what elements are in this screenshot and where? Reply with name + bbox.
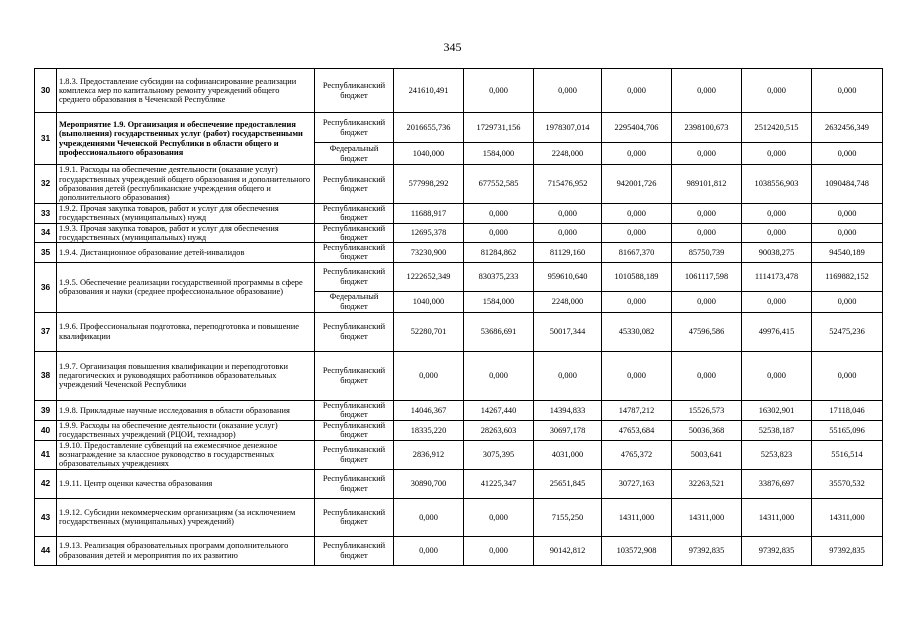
amount-cell: 73230,900 [394, 243, 464, 263]
row-number: 37 [35, 312, 57, 351]
amount-cell: 0,000 [534, 69, 602, 113]
amount-cell: 5253,823 [742, 440, 812, 469]
activity-description: 1.9.2. Прочая закупка товаров, работ и услуг для обеспечения государственных (муниципальных) нужд [57, 204, 315, 224]
table-row [35, 440, 883, 469]
amount-cell: 0,000 [672, 223, 742, 243]
amount-cell: 33876,697 [742, 469, 812, 498]
amount-cell: 1978307,014 [534, 113, 602, 143]
budget-table [34, 68, 883, 566]
amount-cell: 85750,739 [672, 243, 742, 263]
amount-cell: 14311,000 [602, 498, 672, 536]
amount-cell: 0,000 [464, 223, 534, 243]
amount-cell: 1010588,189 [602, 262, 672, 291]
activity-description: 1.9.1. Расходы на обеспечение деятельности (оказание услуг) государственных учреждений общего образования и дополнительного образования детей (республиканские учреждения общего и дополнительного образования) [57, 165, 315, 204]
amount-cell: 2295404,706 [602, 113, 672, 143]
amount-cell: 0,000 [812, 223, 883, 243]
amount-cell: 0,000 [742, 223, 812, 243]
amount-cell: 103572,908 [602, 536, 672, 565]
row-number: 42 [35, 469, 57, 498]
table-row [35, 400, 883, 420]
activity-description: 1.9.11. Центр оценки качества образования [57, 469, 315, 498]
funding-source: Республиканский бюджет [315, 113, 394, 143]
amount-cell: 0,000 [742, 143, 812, 165]
amount-cell: 0,000 [602, 223, 672, 243]
amount-cell: 52538,187 [742, 420, 812, 440]
amount-cell: 28263,603 [464, 420, 534, 440]
funding-source: Республиканский бюджет [315, 312, 394, 351]
amount-cell: 14267,440 [464, 400, 534, 420]
row-number: 36 [35, 262, 57, 312]
amount-cell: 0,000 [602, 204, 672, 224]
amount-cell: 2248,000 [534, 143, 602, 165]
activity-description: 1.9.5. Обеспечение реализации государственной программы в сфере образования и науки (среднее профессиональное образование) [57, 262, 315, 312]
row-number: 32 [35, 165, 57, 204]
activity-description: 1.9.7. Организация повышения квалификации и переподготовки педагогических и руководящих работников образовательных учреждений Чеченской Республики [57, 351, 315, 400]
funding-source: Республиканский бюджет [315, 420, 394, 440]
amount-cell: 17118,046 [812, 400, 883, 420]
activity-description: Мероприятие 1.9. Организация и обеспечение предоставления (выполнения) государственных услуг (работ) государственными учреждениями Чеченской Республики в области общего и профессионального образования [57, 113, 315, 165]
amount-cell: 0,000 [394, 498, 464, 536]
amount-cell: 1038556,903 [742, 165, 812, 204]
amount-cell: 30890,700 [394, 469, 464, 498]
amount-cell: 0,000 [672, 204, 742, 224]
amount-cell: 97392,835 [672, 536, 742, 565]
amount-cell: 715476,952 [534, 165, 602, 204]
amount-cell: 0,000 [394, 351, 464, 400]
amount-cell: 0,000 [464, 204, 534, 224]
funding-source: Республиканский бюджет [315, 440, 394, 469]
amount-cell: 1584,000 [464, 143, 534, 165]
activity-description: 1.9.9. Расходы на обеспечение деятельности (оказание услуг) государственных учреждений (РЦОИ, технадзор) [57, 420, 315, 440]
amount-cell: 45330,082 [602, 312, 672, 351]
funding-source: Республиканский бюджет [315, 243, 394, 263]
amount-cell: 0,000 [672, 351, 742, 400]
activity-description: 1.8.3. Предоставление субсидии на софинансирование реализации комплекса мер по капитальному ремонту учреждений общего среднего образования в Чеченской Республике [57, 69, 315, 113]
funding-source: Федеральный бюджет [315, 143, 394, 165]
amount-cell: 97392,835 [742, 536, 812, 565]
table-row [35, 351, 883, 400]
row-number: 40 [35, 420, 57, 440]
funding-source: Республиканский бюджет [315, 262, 394, 291]
amount-cell: 94540,189 [812, 243, 883, 263]
amount-cell: 47653,684 [602, 420, 672, 440]
amount-cell: 14311,000 [672, 498, 742, 536]
amount-cell: 52280,701 [394, 312, 464, 351]
amount-cell: 14394,833 [534, 400, 602, 420]
activity-description: 1.9.4. Дистанционное образование детей-инвалидов [57, 243, 315, 263]
amount-cell: 677552,585 [464, 165, 534, 204]
amount-cell: 0,000 [464, 536, 534, 565]
amount-cell: 0,000 [534, 351, 602, 400]
row-number: 31 [35, 113, 57, 165]
amount-cell: 0,000 [812, 351, 883, 400]
amount-cell: 0,000 [742, 204, 812, 224]
amount-cell: 16302,901 [742, 400, 812, 420]
row-number: 44 [35, 536, 57, 565]
amount-cell: 2016655,736 [394, 113, 464, 143]
table-row [35, 243, 883, 263]
amount-cell: 1090484,748 [812, 165, 883, 204]
amount-cell: 81667,370 [602, 243, 672, 263]
amount-cell: 0,000 [464, 351, 534, 400]
amount-cell: 942001,726 [602, 165, 672, 204]
amount-cell: 0,000 [742, 69, 812, 113]
table-row [35, 223, 883, 243]
amount-cell: 11688,917 [394, 204, 464, 224]
activity-description: 1.9.8. Прикладные научные исследования в области образования [57, 400, 315, 420]
amount-cell: 97392,835 [812, 536, 883, 565]
amount-cell: 30697,178 [534, 420, 602, 440]
amount-cell: 14046,367 [394, 400, 464, 420]
amount-cell: 2398100,673 [672, 113, 742, 143]
table-row [35, 312, 883, 351]
amount-cell: 0,000 [464, 498, 534, 536]
table-row [35, 536, 883, 565]
amount-cell: 49976,415 [742, 312, 812, 351]
amount-cell: 0,000 [464, 69, 534, 113]
amount-cell: 30727,163 [602, 469, 672, 498]
activity-description: 1.9.10. Предоставление субвенций на ежемесячное денежное вознаграждение за классное руководство в государственных образовательных учреждениях [57, 440, 315, 469]
amount-cell: 0,000 [534, 223, 602, 243]
amount-cell: 0,000 [742, 291, 812, 312]
funding-source: Республиканский бюджет [315, 469, 394, 498]
row-number: 38 [35, 351, 57, 400]
amount-cell: 0,000 [602, 143, 672, 165]
amount-cell: 52475,236 [812, 312, 883, 351]
amount-cell: 81284,862 [464, 243, 534, 263]
table-row [35, 165, 883, 204]
amount-cell: 5003,641 [672, 440, 742, 469]
amount-cell: 2836,912 [394, 440, 464, 469]
amount-cell: 0,000 [534, 204, 602, 224]
amount-cell: 0,000 [812, 69, 883, 113]
amount-cell: 1169882,152 [812, 262, 883, 291]
table-row [35, 262, 883, 291]
amount-cell: 0,000 [602, 291, 672, 312]
amount-cell: 241610,491 [394, 69, 464, 113]
amount-cell: 830375,233 [464, 262, 534, 291]
amount-cell: 12695,378 [394, 223, 464, 243]
amount-cell: 7155,250 [534, 498, 602, 536]
amount-cell: 50036,368 [672, 420, 742, 440]
amount-cell: 1040,000 [394, 291, 464, 312]
amount-cell: 25651,845 [534, 469, 602, 498]
funding-source: Республиканский бюджет [315, 351, 394, 400]
row-number: 30 [35, 69, 57, 113]
activity-description: 1.9.12. Субсидии некоммерческим организациям (за исключением государственных (муниципальных) учреждений) [57, 498, 315, 536]
amount-cell: 959610,640 [534, 262, 602, 291]
activity-description: 1.9.13. Реализация образовательных программ дополнительного образования детей и мероприятия по их развитию [57, 536, 315, 565]
amount-cell: 0,000 [672, 69, 742, 113]
amount-cell: 90142,812 [534, 536, 602, 565]
funding-source: Республиканский бюджет [315, 400, 394, 420]
amount-cell: 989101,812 [672, 165, 742, 204]
amount-cell: 32263,521 [672, 469, 742, 498]
amount-cell: 35570,532 [812, 469, 883, 498]
table-body [35, 69, 883, 566]
amount-cell: 50017,344 [534, 312, 602, 351]
amount-cell: 2632456,349 [812, 113, 883, 143]
amount-cell: 2248,000 [534, 291, 602, 312]
activity-description: 1.9.3. Прочая закупка товаров, работ и услуг для обеспечения государственных (муниципальных) нужд [57, 223, 315, 243]
amount-cell: 47596,586 [672, 312, 742, 351]
row-number: 33 [35, 204, 57, 224]
amount-cell: 0,000 [602, 351, 672, 400]
funding-source: Республиканский бюджет [315, 223, 394, 243]
funding-source: Республиканский бюджет [315, 69, 394, 113]
amount-cell: 0,000 [812, 204, 883, 224]
funding-source: Республиканский бюджет [315, 204, 394, 224]
row-number: 43 [35, 498, 57, 536]
amount-cell: 0,000 [672, 291, 742, 312]
row-number: 39 [35, 400, 57, 420]
activity-description: 1.9.6. Профессиональная подготовка, переподготовка и повышение квалификации [57, 312, 315, 351]
amount-cell: 0,000 [394, 536, 464, 565]
amount-cell: 14311,000 [812, 498, 883, 536]
amount-cell: 0,000 [672, 143, 742, 165]
funding-source: Республиканский бюджет [315, 165, 394, 204]
amount-cell: 90038,275 [742, 243, 812, 263]
funding-source: Республиканский бюджет [315, 536, 394, 565]
amount-cell: 1114173,478 [742, 262, 812, 291]
row-number: 41 [35, 440, 57, 469]
table-row [35, 420, 883, 440]
amount-cell: 5516,514 [812, 440, 883, 469]
funding-source: Федеральный бюджет [315, 291, 394, 312]
amount-cell: 41225,347 [464, 469, 534, 498]
table-row [35, 113, 883, 143]
row-number: 35 [35, 243, 57, 263]
amount-cell: 55165,096 [812, 420, 883, 440]
amount-cell: 0,000 [742, 351, 812, 400]
amount-cell: 1061117,598 [672, 262, 742, 291]
amount-cell: 14311,000 [742, 498, 812, 536]
funding-source: Республиканский бюджет [315, 498, 394, 536]
table-row [35, 498, 883, 536]
amount-cell: 4765,372 [602, 440, 672, 469]
amount-cell: 1584,000 [464, 291, 534, 312]
amount-cell: 53686,691 [464, 312, 534, 351]
amount-cell: 0,000 [602, 69, 672, 113]
amount-cell: 0,000 [812, 143, 883, 165]
page-number: 345 [443, 40, 462, 54]
amount-cell: 577998,292 [394, 165, 464, 204]
amount-cell: 15526,573 [672, 400, 742, 420]
table-row [35, 204, 883, 224]
amount-cell: 18335,220 [394, 420, 464, 440]
amount-cell: 2512420,515 [742, 113, 812, 143]
row-number: 34 [35, 223, 57, 243]
amount-cell: 1040,000 [394, 143, 464, 165]
amount-cell: 1729731,156 [464, 113, 534, 143]
amount-cell: 3075,395 [464, 440, 534, 469]
amount-cell: 0,000 [812, 291, 883, 312]
amount-cell: 14787,212 [602, 400, 672, 420]
amount-cell: 81129,160 [534, 243, 602, 263]
amount-cell: 1222652,349 [394, 262, 464, 291]
amount-cell: 4031,000 [534, 440, 602, 469]
table-row [35, 69, 883, 113]
table-row [35, 469, 883, 498]
